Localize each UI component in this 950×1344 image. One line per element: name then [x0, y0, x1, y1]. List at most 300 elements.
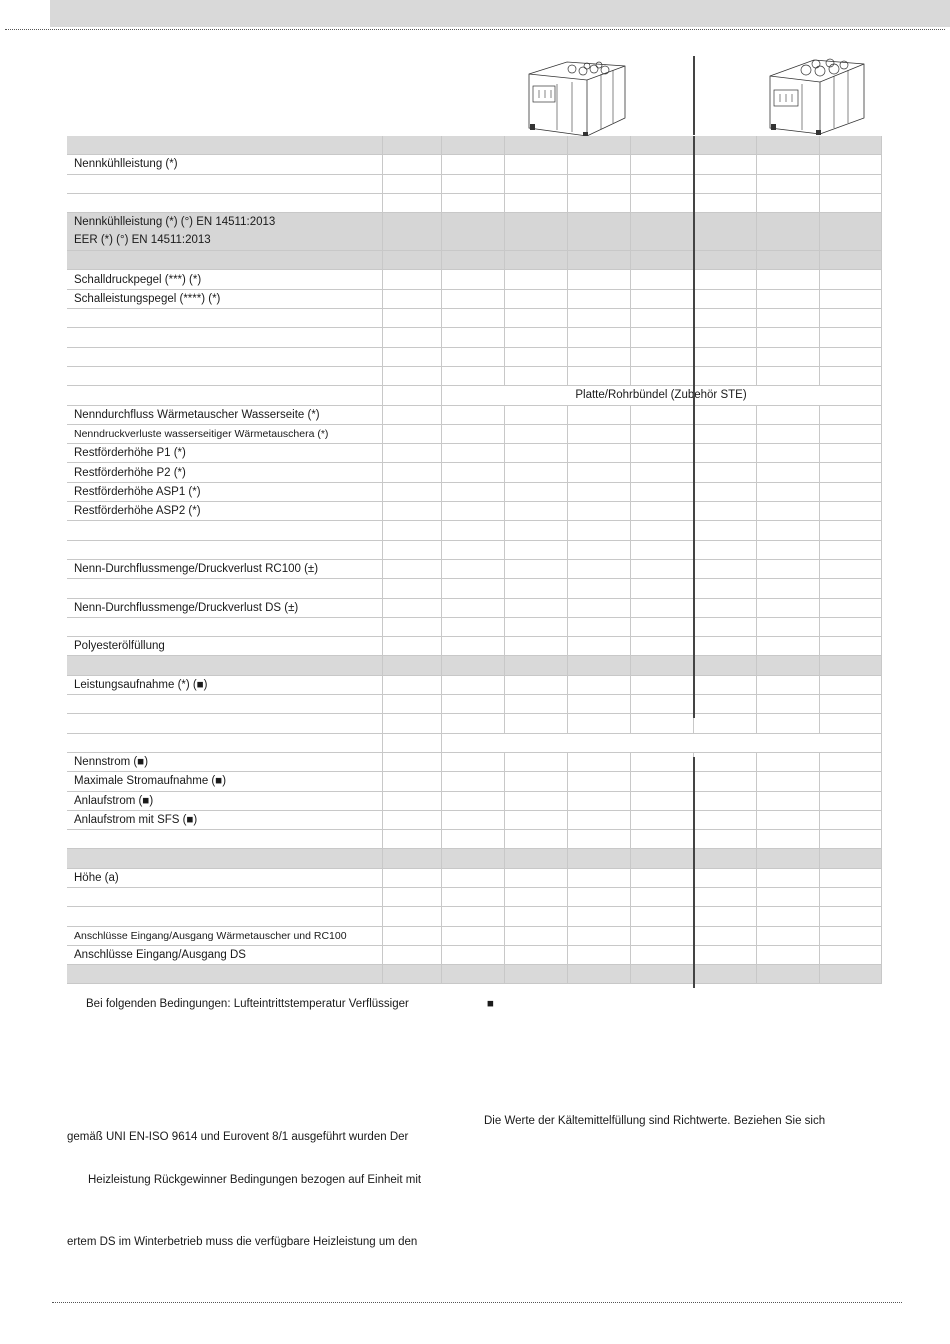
value-cell: [630, 772, 693, 791]
table-row: [67, 405, 881, 424]
value-cell: [441, 887, 504, 906]
value-cell: [504, 965, 567, 984]
value-cell: [441, 482, 504, 501]
value-cell: [567, 213, 630, 251]
value-cell: [693, 174, 756, 193]
value-cell: [693, 965, 756, 984]
table-row: [67, 502, 881, 521]
value-cell: [819, 945, 881, 964]
value-cell: [567, 965, 630, 984]
unit-cell: [382, 733, 441, 752]
row-label: [67, 656, 382, 675]
value-cell: [819, 424, 881, 443]
value-cell: [504, 714, 567, 733]
value-cell: [630, 213, 693, 251]
value-cell: [693, 289, 756, 308]
value-cell: [693, 444, 756, 463]
row-label: [67, 540, 382, 559]
value-cell: [630, 695, 693, 714]
footnote-ds-winter: ertem DS im Winterbetrieb muss die verfügbare Heizleistung um den: [67, 1236, 418, 1248]
value-cell: [567, 637, 630, 656]
header-tab: [0, 0, 50, 27]
row-label: [67, 463, 382, 482]
value-cell: [756, 791, 819, 810]
value-cell: [441, 328, 504, 347]
row-label-text: Anlaufstrom mit SFS (■): [74, 813, 198, 826]
row-label: [67, 386, 382, 405]
table-row: [67, 752, 881, 771]
value-cell: [441, 656, 504, 675]
value-cell: [819, 598, 881, 617]
row-label: [67, 887, 382, 906]
value-cell: [504, 868, 567, 887]
table-row: [67, 733, 881, 752]
value-cell: [693, 405, 756, 424]
unit-cell: [382, 309, 441, 328]
table-row: [67, 637, 881, 656]
value-cell: [630, 521, 693, 540]
value-cell: [756, 289, 819, 308]
value-cell: [504, 926, 567, 945]
value-cell: [819, 752, 881, 771]
unit-cell: [382, 965, 441, 984]
unit-cell: [382, 752, 441, 771]
unit-cell: [382, 887, 441, 906]
value-cell: [756, 830, 819, 849]
row-label-text: Nenn-Durchflussmenge/Druckverlust DS (±): [74, 601, 299, 614]
value-cell: [630, 174, 693, 193]
value-cell: [567, 945, 630, 964]
value-cell: [441, 695, 504, 714]
value-cell: [441, 193, 504, 212]
value-cell: [630, 887, 693, 906]
table-row: [67, 155, 881, 174]
value-cell: [756, 213, 819, 251]
value-cell: [630, 598, 693, 617]
value-cell: [819, 463, 881, 482]
row-label: [67, 366, 382, 385]
unit-cell: [382, 482, 441, 501]
row-label-text: Nennkühlleistung (*) (°) EN 14511:2013: [74, 216, 276, 229]
value-cell: [693, 868, 756, 887]
value-cell: [756, 424, 819, 443]
value-cell: [504, 155, 567, 174]
value-cell: [567, 174, 630, 193]
value-cell: [504, 251, 567, 270]
technical-data-table: [67, 136, 882, 984]
value-cell: [441, 868, 504, 887]
value-cell: [504, 675, 567, 694]
value-cell: [567, 617, 630, 636]
value-cell: [441, 810, 504, 829]
value-cell: [504, 656, 567, 675]
value-cell: [819, 772, 881, 791]
row-label-text: Nenn-Durchflussmenge/Druckverlust RC100 (±): [74, 563, 319, 576]
value-cell: [567, 598, 630, 617]
value-cell: [504, 366, 567, 385]
value-cell: [630, 965, 693, 984]
value-cell: [693, 213, 756, 251]
group-divider-top: [693, 56, 695, 135]
value-cell: [693, 559, 756, 578]
value-cell: [819, 366, 881, 385]
value-cell: [819, 347, 881, 366]
table-row: [67, 656, 881, 675]
value-cell: [756, 309, 819, 328]
row-label: [67, 328, 382, 347]
value-cell: [693, 155, 756, 174]
value-cell: [441, 714, 504, 733]
table-row: [67, 444, 881, 463]
table-row: [67, 695, 881, 714]
value-cell: [693, 270, 756, 289]
unit-cell: [382, 366, 441, 385]
unit-cell: [382, 579, 441, 598]
unit-cell: [382, 907, 441, 926]
footnote-conditions: Bei folgenden Bedingungen: Lufteintrittstemperatur Verflüssiger: [86, 998, 409, 1010]
spanning-value-cell: [441, 733, 881, 752]
value-cell: [630, 810, 693, 829]
row-label: [67, 309, 382, 328]
value-cell: [819, 675, 881, 694]
value-cell: [630, 675, 693, 694]
table-row: [67, 424, 881, 443]
value-cell: [693, 328, 756, 347]
value-cell: [693, 424, 756, 443]
row-label-text: Anlaufstrom (■): [74, 794, 154, 807]
value-cell: [630, 309, 693, 328]
value-cell: [693, 540, 756, 559]
value-cell: [693, 791, 756, 810]
value-cell: [504, 174, 567, 193]
value-cell: [504, 772, 567, 791]
value-cell: [819, 251, 881, 270]
row-label-text: Schalleistungspegel (****) (*): [74, 292, 221, 305]
value-cell: [441, 617, 504, 636]
unit-cell: [382, 521, 441, 540]
value-cell: [441, 174, 504, 193]
value-cell: [630, 559, 693, 578]
value-cell: [756, 810, 819, 829]
table-row: [67, 328, 881, 347]
value-cell: [567, 810, 630, 829]
value-cell: [756, 579, 819, 598]
row-label: [67, 675, 382, 694]
unit-cell: [382, 637, 441, 656]
value-cell: [567, 155, 630, 174]
table-row: [67, 772, 881, 791]
table-row: [67, 617, 881, 636]
value-cell: [693, 579, 756, 598]
value-cell: [756, 887, 819, 906]
row-label: [67, 868, 382, 887]
unit-cell: [382, 559, 441, 578]
value-cell: [630, 444, 693, 463]
value-cell: [504, 347, 567, 366]
row-label-text: Restförderhöhe ASP1 (*): [74, 485, 201, 498]
table-row: [67, 193, 881, 212]
row-label-text: Nenndurchfluss Wärmetauscher Wasserseite (*): [74, 408, 320, 421]
value-cell: [441, 965, 504, 984]
table-row: [67, 521, 881, 540]
value-cell: [630, 366, 693, 385]
unit-cell: [382, 849, 441, 868]
bottom-dotted-rule: [52, 1302, 902, 1303]
row-label: [67, 174, 382, 193]
value-cell: [441, 945, 504, 964]
value-cell: [693, 637, 756, 656]
unit-cell: [382, 386, 441, 405]
value-cell: [441, 791, 504, 810]
value-cell: [756, 772, 819, 791]
value-cell: [504, 521, 567, 540]
row-label: [67, 521, 382, 540]
value-cell: [567, 695, 630, 714]
value-cell: [504, 463, 567, 482]
value-cell: [693, 463, 756, 482]
value-cell: [504, 424, 567, 443]
value-cell: [441, 502, 504, 521]
table-row: [67, 270, 881, 289]
value-cell: [504, 617, 567, 636]
value-cell: [819, 444, 881, 463]
value-cell: [441, 598, 504, 617]
value-cell: [504, 270, 567, 289]
row-label-text: Anschlüsse Eingang/Ausgang DS: [74, 949, 246, 962]
value-cell: [756, 656, 819, 675]
value-cell: [756, 155, 819, 174]
value-cell: [819, 559, 881, 578]
value-cell: [756, 251, 819, 270]
value-cell: [693, 714, 756, 733]
value-cell: [630, 752, 693, 771]
value-cell: [567, 887, 630, 906]
value-cell: [819, 405, 881, 424]
value-cell: [630, 579, 693, 598]
value-cell: [819, 540, 881, 559]
value-cell: [756, 559, 819, 578]
value-cell: [567, 540, 630, 559]
value-cell: [630, 251, 693, 270]
value-cell: [441, 830, 504, 849]
value-cell: [504, 887, 567, 906]
value-cell: [504, 637, 567, 656]
row-label: [67, 733, 382, 752]
value-cell: [567, 579, 630, 598]
value-cell: [630, 482, 693, 501]
unit-cell: [382, 772, 441, 791]
table-row: [67, 965, 881, 984]
value-cell: [441, 675, 504, 694]
unit-cell: [382, 289, 441, 308]
value-cell: [567, 559, 630, 578]
value-cell: [819, 830, 881, 849]
unit-cell: [382, 656, 441, 675]
value-cell: [819, 174, 881, 193]
row-label-text: Höhe (a): [74, 871, 119, 884]
row-label: [67, 849, 382, 868]
value-cell: [504, 213, 567, 251]
row-label: [67, 907, 382, 926]
unit-cell: [382, 405, 441, 424]
row-label: [67, 193, 382, 212]
value-cell: [756, 521, 819, 540]
table-row: [67, 791, 881, 810]
value-cell: [756, 617, 819, 636]
value-cell: [504, 289, 567, 308]
value-cell: [504, 502, 567, 521]
value-cell: [756, 637, 819, 656]
row-label-text: Anschlüsse Eingang/Ausgang Wärmetauscher und RC100: [74, 929, 347, 942]
unit-cell: [382, 830, 441, 849]
row-label: [67, 270, 382, 289]
row-label-text: Leistungsaufnahme (*) (■): [74, 678, 208, 691]
table-row: [67, 174, 881, 193]
value-cell: [567, 830, 630, 849]
value-cell: [504, 309, 567, 328]
table-row: [67, 251, 881, 270]
value-cell: [504, 849, 567, 868]
value-cell: [567, 752, 630, 771]
table-row: [67, 309, 881, 328]
unit-cell: [382, 251, 441, 270]
value-cell: [630, 347, 693, 366]
row-label: [67, 579, 382, 598]
unit-cell: [382, 270, 441, 289]
value-cell: [756, 174, 819, 193]
value-cell: [693, 887, 756, 906]
value-cell: [756, 482, 819, 501]
table-row: [67, 887, 881, 906]
value-cell: [567, 136, 630, 155]
value-cell: [567, 772, 630, 791]
value-cell: [441, 559, 504, 578]
value-cell: [441, 579, 504, 598]
value-cell: [819, 155, 881, 174]
unit-cell: [382, 791, 441, 810]
table-row: [67, 540, 881, 559]
unit-cell: [382, 926, 441, 945]
value-cell: [504, 752, 567, 771]
value-cell: [567, 926, 630, 945]
value-cell: [819, 521, 881, 540]
value-cell: [630, 270, 693, 289]
row-label: [67, 251, 382, 270]
value-cell: [441, 136, 504, 155]
value-cell: [567, 444, 630, 463]
row-label-text: Nennstrom (■): [74, 756, 149, 769]
value-cell: [567, 521, 630, 540]
value-cell: [630, 193, 693, 212]
value-cell: [756, 849, 819, 868]
value-cell: [504, 328, 567, 347]
value-cell: [819, 714, 881, 733]
value-cell: [630, 868, 693, 887]
table-row: [67, 463, 881, 482]
value-cell: [693, 136, 756, 155]
value-cell: [504, 405, 567, 424]
value-cell: [756, 714, 819, 733]
value-cell: [693, 772, 756, 791]
value-cell: [567, 675, 630, 694]
row-label: [67, 752, 382, 771]
row-label: [67, 810, 382, 829]
table-row: [67, 136, 881, 155]
value-cell: [756, 926, 819, 945]
value-cell: [693, 945, 756, 964]
unit-cell: [382, 328, 441, 347]
value-cell: [756, 444, 819, 463]
unit-cell: [382, 617, 441, 636]
value-cell: [756, 907, 819, 926]
table-row: [67, 907, 881, 926]
value-cell: [819, 810, 881, 829]
value-cell: [756, 540, 819, 559]
unit-cell: [382, 193, 441, 212]
row-label: [67, 637, 382, 656]
value-cell: [504, 907, 567, 926]
value-cell: [567, 270, 630, 289]
value-cell: [504, 810, 567, 829]
row-label: [67, 213, 382, 251]
footnote-refrigerant: Die Werte der Kältemittelfüllung sind Richtwerte. Beziehen Sie sich: [484, 1115, 826, 1127]
value-cell: [819, 579, 881, 598]
value-cell: [819, 965, 881, 984]
value-cell: [693, 482, 756, 501]
unit-cell: [382, 463, 441, 482]
value-cell: [756, 675, 819, 694]
header-bar: [50, 0, 950, 27]
value-cell: [756, 502, 819, 521]
value-cell: [441, 772, 504, 791]
row-label-text: Restförderhöhe P2 (*): [74, 466, 186, 479]
value-cell: [693, 752, 756, 771]
row-label: [67, 444, 382, 463]
unit-cell: [382, 155, 441, 174]
table-row: [67, 926, 881, 945]
value-cell: [693, 598, 756, 617]
row-label-text: Maximale Stromaufnahme (■): [74, 775, 227, 788]
unit-cell: [382, 945, 441, 964]
spanning-value-cell: Platte/Rohrbündel (Zubehör STE): [441, 386, 881, 405]
row-label: [67, 424, 382, 443]
unit-cell: [382, 695, 441, 714]
chiller-unit-small-image: [527, 60, 627, 138]
value-cell: [756, 405, 819, 424]
value-cell: [504, 579, 567, 598]
value-cell: [630, 328, 693, 347]
unit-cell: [382, 502, 441, 521]
value-cell: [693, 695, 756, 714]
value-cell: [819, 695, 881, 714]
value-cell: [441, 155, 504, 174]
value-cell: [630, 714, 693, 733]
value-cell: [441, 444, 504, 463]
value-cell: [693, 502, 756, 521]
unit-cell: [382, 540, 441, 559]
value-cell: [441, 405, 504, 424]
value-cell: [756, 598, 819, 617]
value-cell: [630, 617, 693, 636]
row-label-text: Restförderhöhe P1 (*): [74, 447, 186, 460]
value-cell: [630, 656, 693, 675]
row-label-text: Schalldruckpegel (***) (*): [74, 273, 202, 286]
value-cell: [441, 926, 504, 945]
table-row: [67, 714, 881, 733]
table-row: [67, 849, 881, 868]
row-label: [67, 502, 382, 521]
table-row: [67, 598, 881, 617]
